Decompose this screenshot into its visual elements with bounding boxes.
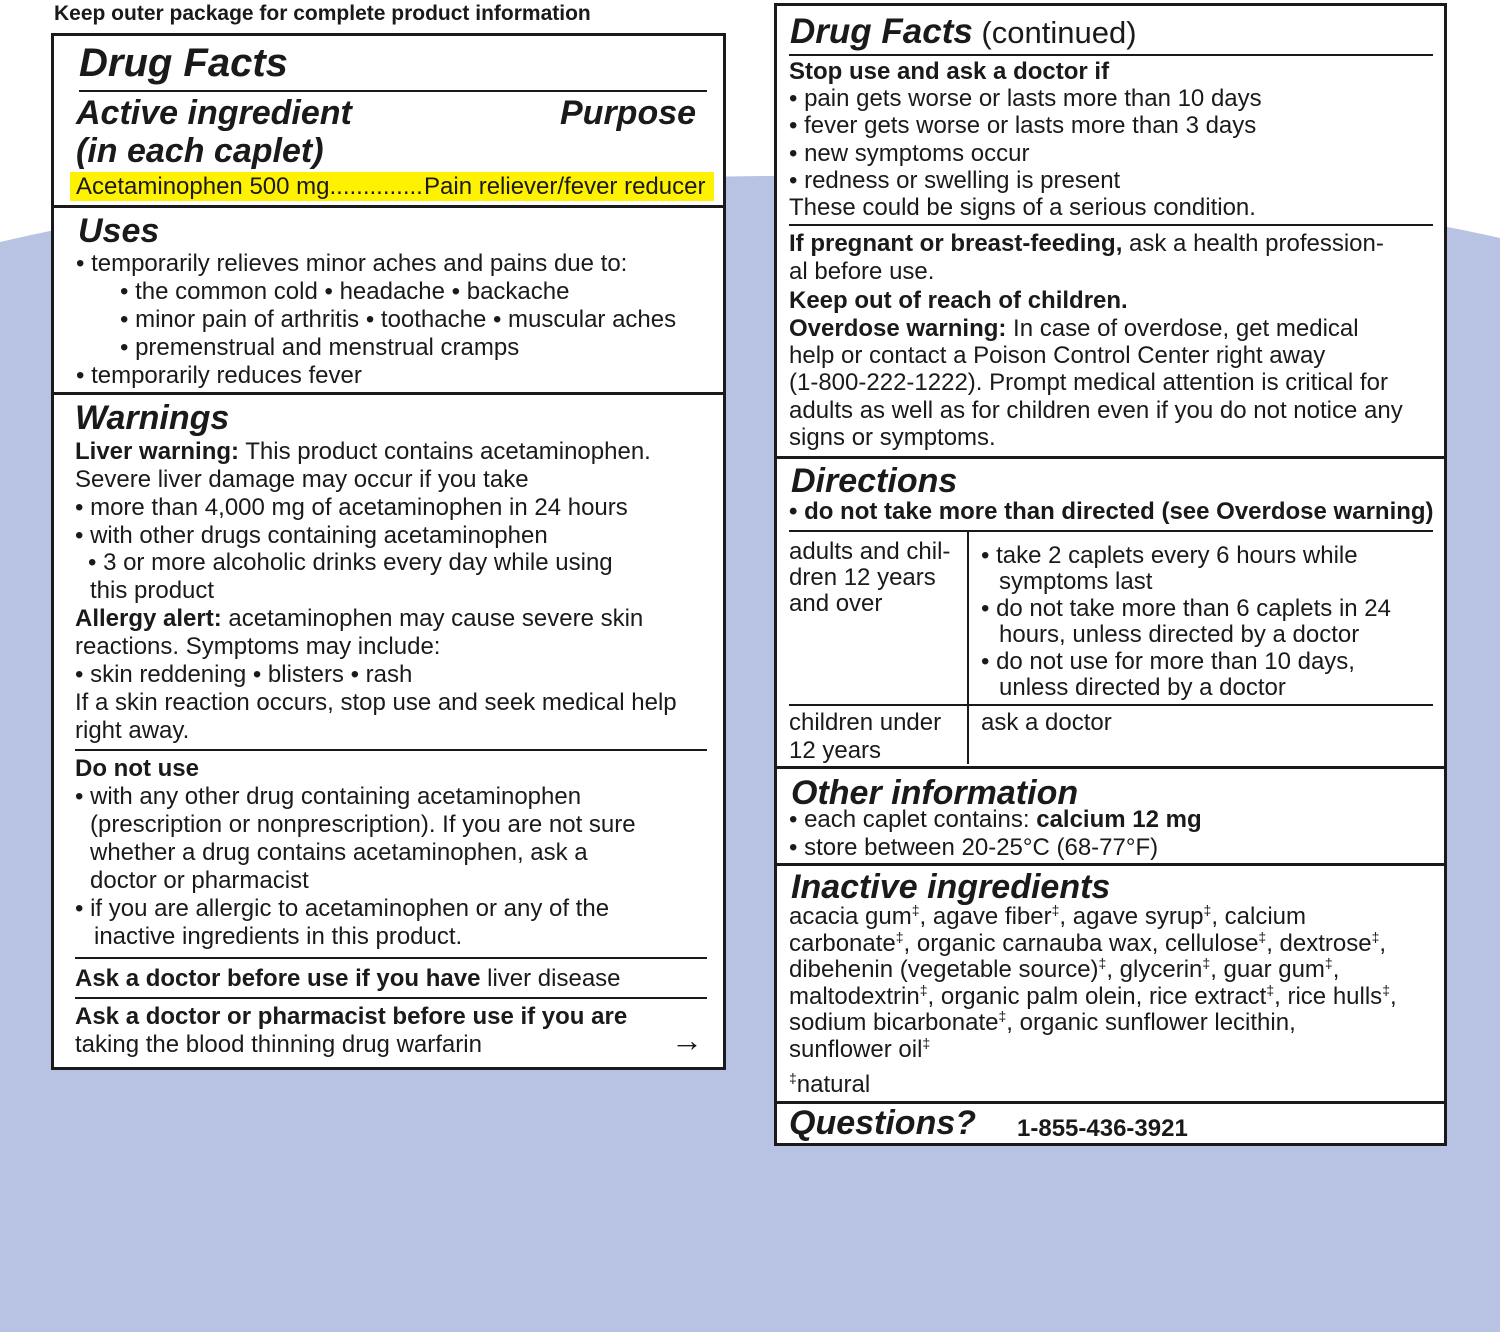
overdose-warning-label: Overdose warning:: [789, 315, 1007, 342]
uses-line: • temporarily relieves minor aches and pains due to:: [76, 250, 628, 277]
divider: [789, 54, 1433, 56]
liver-warning-label: Liver warning:: [75, 438, 240, 465]
inactive-line: maltodextrin‡, organic palm olein, rice extract‡, rice hulls‡,: [789, 982, 1397, 1010]
calcium-amount: calcium 12 mg: [1036, 806, 1202, 833]
continue-arrow-icon: →: [671, 1022, 703, 1058]
drug-facts-panel-right: [774, 3, 1447, 1146]
stop-use-title: Stop use and ask a doctor if: [789, 58, 1110, 85]
uses-line: • premenstrual and menstrual cramps: [120, 334, 520, 361]
overdose-line: signs or symptoms.: [789, 424, 996, 451]
divider: [75, 997, 707, 999]
warning-line: • with other drugs containing acetaminophen: [75, 522, 548, 549]
section-divider: [777, 766, 1444, 769]
directions-table-top: [789, 530, 1433, 532]
adults-label-line: adults and chil-: [789, 538, 951, 565]
pregnancy-label: If pregnant or breast-feeding,: [789, 230, 1123, 257]
do-not-use-line: (prescription or nonprescription). If you are not sure: [90, 811, 636, 838]
warnings-title: Warnings: [75, 399, 230, 437]
active-ingredient-heading: Active ingredient: [76, 94, 352, 132]
divider: [75, 957, 707, 959]
inactive-line: sodium bicarbonate‡, organic sunflower lecithin,: [789, 1008, 1296, 1036]
drug-facts-continued-title: Drug Facts: [790, 12, 973, 51]
allergy-line: reactions. Symptoms may include:: [75, 633, 441, 660]
overdose-line: (1-800-222-1222). Prompt medical attention is critical for: [789, 369, 1388, 396]
stop-use-line: • new symptoms occur: [789, 140, 1030, 167]
other-info-text: • each caplet contains:: [789, 806, 1037, 833]
section-divider: [54, 205, 723, 208]
ingredient-highlight: [70, 172, 714, 201]
divider: [75, 749, 707, 751]
other-information-title: Other information: [791, 774, 1079, 812]
stop-use-line: • fever gets worse or lasts more than 3 days: [789, 112, 1257, 139]
warning-line: • 3 or more alcoholic drinks every day while using: [88, 549, 613, 576]
children-label-line: 12 years: [789, 737, 882, 764]
ask-pharmacist-label: Ask a doctor or pharmacist before use if you are: [75, 1003, 628, 1030]
do-not-use-line: • with any other drug containing acetaminophen: [75, 783, 582, 810]
drug-facts-panel-left: [51, 33, 726, 1070]
divider: [789, 224, 1433, 226]
overdose-line: adults as well as for children even if you do not notice any: [789, 397, 1403, 424]
ask-pharmacist-text: taking the blood thinning drug warfarin: [75, 1031, 482, 1058]
stop-use-line: • pain gets worse or lasts more than 10 days: [789, 85, 1262, 112]
inactive-line: carbonate‡, organic carnauba wax, cellulose‡, dextrose‡,: [789, 929, 1387, 957]
overdose-warning-text: In case of overdose, get medical: [1006, 315, 1359, 342]
section-divider: [777, 456, 1444, 459]
directions-title: Directions: [791, 462, 958, 500]
purpose-heading: Purpose: [560, 94, 697, 132]
ask-doctor-label: Ask a doctor before use if you have: [75, 965, 481, 992]
uses-line: • temporarily reduces fever: [76, 362, 362, 389]
inactive-line: dibehenin (vegetable source)‡, glycerin‡, guar gum‡,: [789, 955, 1340, 983]
section-divider: [777, 863, 1444, 866]
allergy-alert-label: Allergy alert:: [75, 605, 222, 632]
warning-line: • more than 4,000 mg of acetaminophen in 24 hours: [75, 494, 628, 521]
natural-footnote: ‡natural: [789, 1070, 871, 1098]
adults-instruction: • do not take more than 6 caplets in 24: [981, 595, 1391, 622]
warning-line: Severe liver damage may occur if you take: [75, 466, 529, 493]
uses-line: • minor pain of arthritis • toothache • muscular aches: [120, 306, 677, 333]
directions-table-column-divider: [967, 530, 969, 764]
directions-note: • do not take more than directed (see Overdose warning): [789, 498, 1434, 525]
keep-out-of-reach: Keep out of reach of children.: [789, 287, 1128, 314]
overdose-line: help or contact a Poison Control Center right away: [789, 342, 1326, 369]
pregnancy-text: ask a health profession-: [1122, 230, 1384, 257]
adults-instruction: • take 2 caplets every 6 hours while: [981, 542, 1358, 569]
allergy-line: If a skin reaction occurs, stop use and seek medical help: [75, 689, 677, 716]
do-not-use-line: inactive ingredients in this product.: [94, 923, 463, 950]
inactive-line: sunflower oil‡: [789, 1035, 931, 1063]
uses-title: Uses: [78, 212, 160, 250]
inactive-ingredients-title: Inactive ingredients: [791, 868, 1111, 906]
children-label-line: children under: [789, 709, 942, 736]
adults-instruction: unless directed by a doctor: [999, 674, 1286, 701]
stop-use-line: These could be signs of a serious condition.: [789, 194, 1256, 221]
divider: [79, 90, 707, 92]
active-ingredient-subheading: (in each caplet): [76, 132, 324, 170]
stop-use-line: • redness or swelling is present: [789, 167, 1121, 194]
questions-phone: 1-855-436-3921: [1017, 1115, 1188, 1142]
do-not-use-line: whether a drug contains acetaminophen, ask a: [90, 839, 588, 866]
continued-label: (continued): [972, 15, 1137, 50]
allergy-line: right away.: [75, 717, 190, 744]
do-not-use-line: • if you are allergic to acetaminophen or any of the: [75, 895, 610, 922]
uses-line: • the common cold • headache • backache: [120, 278, 570, 305]
warning-line: this product: [90, 577, 215, 604]
adults-instruction: symptoms last: [999, 568, 1153, 595]
allergy-alert-text: acetaminophen may cause severe skin: [221, 605, 644, 632]
adults-label-line: dren 12 years: [789, 564, 936, 591]
children-instruction: ask a doctor: [981, 709, 1112, 736]
allergy-line: • skin reddening • blisters • rash: [75, 661, 413, 688]
ingredient-purpose: Pain reliever/fever reducer: [424, 173, 706, 200]
storage-info: • store between 20-25°C (68-77°F): [789, 834, 1159, 861]
section-divider: [54, 392, 723, 395]
outer-package-note: Keep outer package for complete product information: [54, 2, 591, 25]
questions-label: Questions?: [789, 1104, 977, 1142]
do-not-use-title: Do not use: [75, 755, 199, 782]
adults-instruction: hours, unless directed by a doctor: [999, 621, 1360, 648]
ingredient-amount: Acetaminophen 500 mg..............: [76, 173, 423, 200]
ask-doctor-text: liver disease: [480, 965, 621, 992]
directions-row-divider: [789, 704, 1433, 706]
adults-instruction: • do not use for more than 10 days,: [981, 648, 1355, 675]
adults-label-line: and over: [789, 590, 883, 617]
drug-facts-title: Drug Facts: [79, 41, 288, 85]
pregnancy-line: al before use.: [789, 258, 935, 285]
liver-warning-text: This product contains acetaminophen.: [239, 438, 651, 465]
do-not-use-line: doctor or pharmacist: [90, 867, 309, 894]
inactive-line: acacia gum‡, agave fiber‡, agave syrup‡, calcium: [789, 902, 1306, 930]
